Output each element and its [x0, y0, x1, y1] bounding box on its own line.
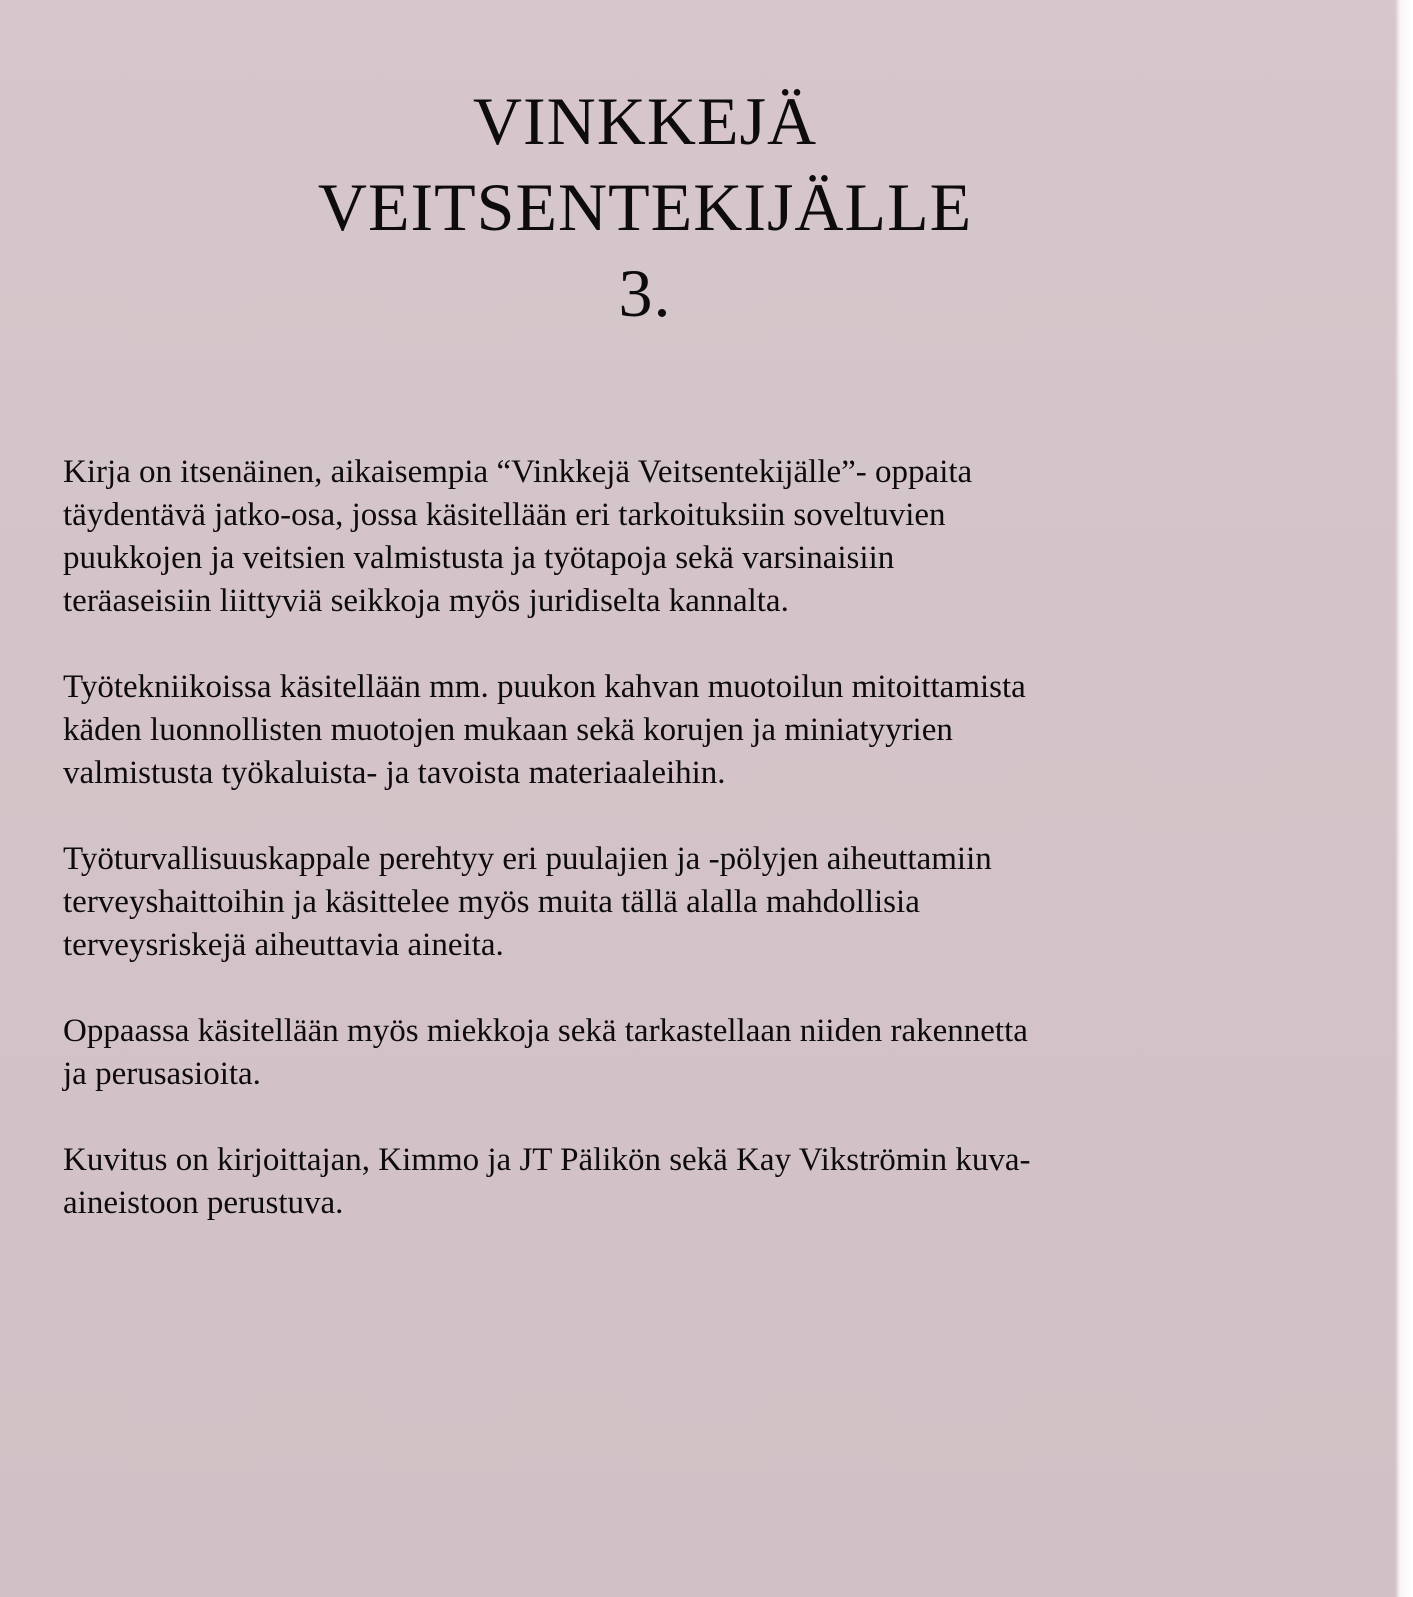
description-paragraph-swords	[63, 1010, 1243, 1096]
text-line: terveysriskejä aiheuttavia aineita.	[63, 927, 504, 963]
text-line: valmistusta työkaluista- ja tavoista materiaaleihin.	[63, 755, 726, 791]
text-line: käden luonnollisten muotojen mukaan sekä korujen ja miniatyyrien	[63, 712, 953, 748]
text-line: puukkojen ja veitsien valmistusta ja työtapoja sekä varsinaisiin	[63, 540, 895, 576]
title-volume-number: 3.	[618, 255, 672, 331]
book-title	[0, 78, 1290, 336]
text-line: Kuvitus on kirjoittajan, Kimmo ja JT Pälikön sekä Kay Vikströmin kuva-	[63, 1142, 1031, 1178]
title-line-1: VINKKEJÄ	[472, 83, 818, 159]
title-line-2: VEITSENTEKIJÄLLE	[317, 169, 973, 245]
text-line: ja perusasioita.	[63, 1056, 261, 1092]
text-line: aineistoon perustuva.	[63, 1185, 344, 1221]
description-paragraph-illustrations	[63, 1139, 1243, 1225]
text-line: Kirja on itsenäinen, aikaisempia “Vinkkejä Veitsentekijälle”- oppaita	[63, 454, 973, 490]
text-line: Työturvallisuuskappale perehtyy eri puulajien ja -pölyjen aiheuttamiin	[63, 841, 992, 877]
text-line: terveyshaittoihin ja käsittelee myös muita tällä alalla mahdollisia	[63, 884, 920, 920]
description-paragraph-safety	[63, 838, 1243, 967]
description-paragraph-intro	[63, 451, 1243, 623]
text-line: Työtekniikoissa käsitellään mm. puukon kahvan muotoilun mitoittamista	[63, 669, 1026, 705]
description-paragraph-techniques	[63, 666, 1243, 795]
text-line: teräaseisiin liittyviä seikkoja myös juridiselta kannalta.	[63, 583, 789, 619]
text-line: Oppaassa käsitellään myös miekkoja sekä tarkastellaan niiden rakennetta	[63, 1013, 1028, 1049]
text-line: täydentävä jatko-osa, jossa käsitellään eri tarkoituksiin soveltuvien	[63, 497, 946, 533]
